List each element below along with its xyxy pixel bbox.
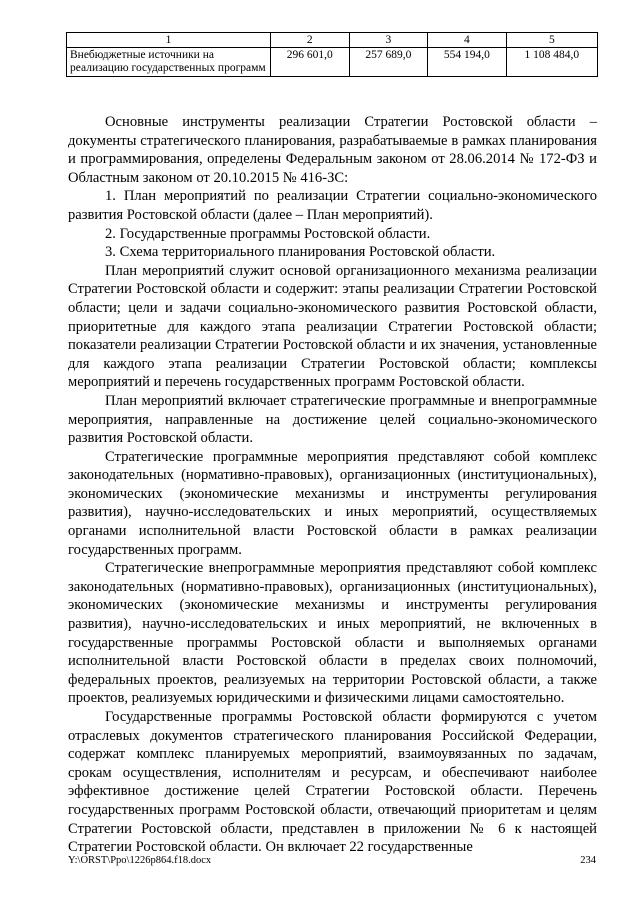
paragraph: 2. Государственные программы Ростовской области. xyxy=(105,225,431,242)
table-header-row xyxy=(67,33,598,48)
value-cell: 554 194,0 xyxy=(428,48,507,77)
paragraph: Государственные программы Ростовской области формируются с учетом отраслевых документов стратегического планирования Российской Федерации, содержат комплекс планируемых мероприятий, взаимоувязанных по задачам, срокам осуществления, исполнителям и ресурсам, и обеспечивают наиболее эффективное достижение целей Стратегии Ростовской области. Перечень государственных программ Ростовской области, отвечающий приоритетам и целям Стратегии Ростовской области, представлен в приложении № 6 к настоящей Стратегии Ростовской области. Он включает 22 государственные xyxy=(68,709,597,856)
paragraph: Основные инструменты реализации Стратегии Ростовской области – документы стратегического планирования, разрабатываемые в рамках планирования и программирования, определены Федеральным законом от 28.06.2014 № 172-ФЗ и Областным законом от 20.10.2015 № 416-ЗС: xyxy=(68,114,597,186)
table-header-cell: 1 xyxy=(67,33,271,48)
table-header-cell: 5 xyxy=(506,33,597,48)
value-cell: 257 689,0 xyxy=(349,48,428,77)
value-cell: 296 601,0 xyxy=(271,48,350,77)
file-path: Y:\ORST\Ppo\1226p864.f18.docx xyxy=(68,855,212,866)
table-header-cell: 2 xyxy=(271,33,350,48)
row-label-cell: Внебюджетные источники на реализацию государственных программ xyxy=(67,48,271,77)
paragraph: 1. План мероприятий по реализации Стратегии социально-экономического развития Ростовской области (далее – План мероприятий). xyxy=(68,188,597,223)
paragraph: План мероприятий включает стратегические программные и внепрограммные мероприятия, направленные на достижение целей социально-экономического развития Ростовской области. xyxy=(68,392,597,447)
table-row xyxy=(67,48,598,77)
paragraph: План мероприятий служит основой организационного механизма реализации Стратегии Ростовской области и содержит: этапы реализации Стратегии Ростовской области; цели и задачи социально-экономического развития Ростовской области, приоритетные для каждого этапа реализации Стратегии Ростовской области; показатели реализации Стратегии Ростовской области и их значения, установленные для каждого этапа реализации Стратегии Ростовской области; комплексы мероприятий и перечень государственных программ Ростовской области. xyxy=(68,262,597,391)
value-cell: 1 108 484,0 xyxy=(506,48,597,77)
page-number: 234 xyxy=(580,855,596,866)
paragraph: 3. Схема территориального планирования Ростовской области. xyxy=(105,244,496,261)
table-header-cell: 3 xyxy=(349,33,428,48)
budget-table xyxy=(66,32,598,77)
paragraph: Стратегические программные мероприятия представляют собой комплекс законодательных (нормативно-правовых), организационных (институциональных), экономических (экономические механизмы и инструменты регулирования развития), научно-исследовательских и иных мероприятий, осуществляемых органами исполнительной власти Ростовской области в рамках реализации государственных программ. xyxy=(68,448,597,558)
table-header-cell: 4 xyxy=(428,33,507,48)
paragraph: Стратегические внепрограммные мероприятия представляют собой комплекс законодательных (нормативно-правовых), организационных (институциональных), экономических (экономические механизмы и инструменты регулирования развития), научно-исследовательских и иных мероприятий, не включенных в государственные программы Ростовской области и выполняемых органами исполнительной власти Ростовской области в пределах своих полномочий, федеральных проектов, реализуемых на территории Ростовской области, а также проектов, реализуемых юридическими и физическими лицами самостоятельно. xyxy=(68,560,597,707)
body-text xyxy=(68,113,597,857)
